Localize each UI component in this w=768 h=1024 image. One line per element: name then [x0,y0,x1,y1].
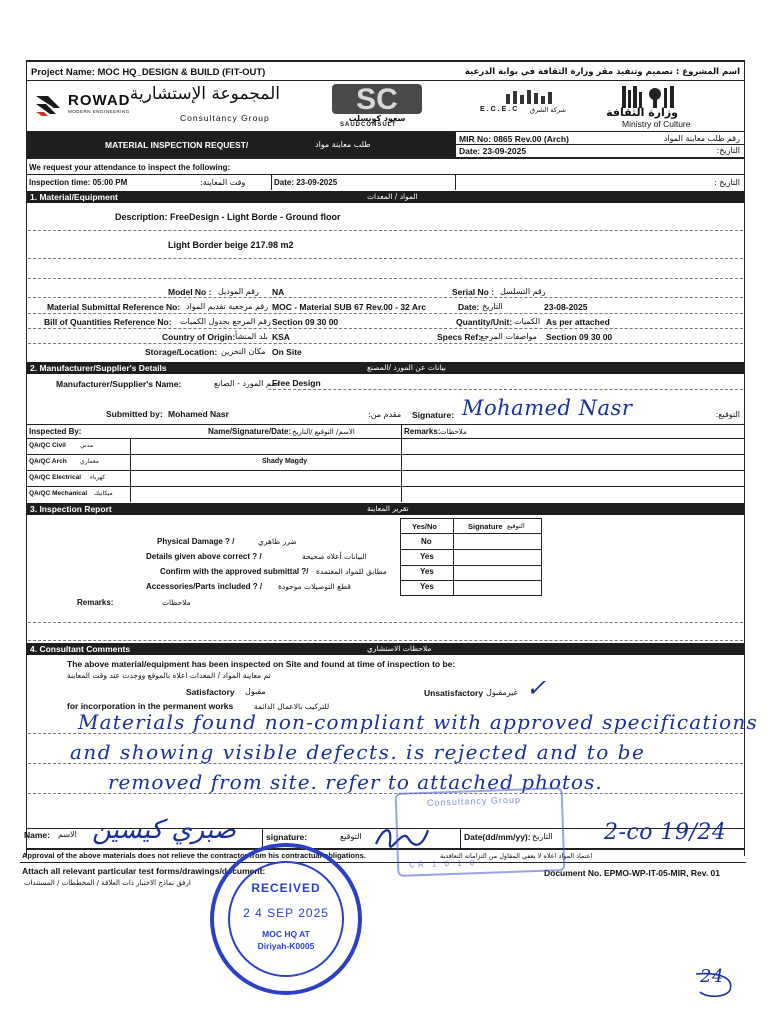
section4-header [27,643,744,655]
incorporation-text-ar: للتركيب بالاعمال الدائمة [254,702,330,711]
attach-documents-ar: ارفق نماذج الاختبار ذات العلاقة / المخططات / المستندات [24,879,191,887]
consultancy-stamp-code: CR 1 0 1 0 [408,858,478,870]
section1-title: 1. Material/Equipment [30,192,118,202]
submittal-label-ar: رقم مرجعية تقديم المواد [186,302,269,311]
page-number-scribble [690,970,740,1000]
submitted-by-ar: مقدم من: [368,410,402,419]
section4-title: 4. Consultant Comments [30,644,131,654]
submitted-by-value: Mohamed Nasr [168,409,229,419]
form-title-ar: طلب معاينة مواد [315,140,371,149]
specs-value: Section 09 30 00 [546,332,613,342]
manufacturer-label: Manufacturer/Supplier's Name: [56,379,182,389]
signature-ar: التوقيع: [715,410,740,419]
inspected-by-label: Inspected By: [29,427,82,436]
inspector-role-ar: مدني [80,442,94,449]
submittal-date-ar: التاريخ [482,302,503,311]
saudconsult-sc-mark: SC [356,84,398,114]
mir-number-ar: رقم طلب معاينة المواد [663,134,740,143]
inspection-time: Inspection time: 05:00 PM [29,178,128,187]
section4-title-ar: ملاحظات الاستشاري [367,644,432,653]
report-remarks-ar: ملاحظات [162,598,191,607]
saudconsult-ar-text: سعود كونسلت [348,114,406,123]
consultant-statement: The above material/equipment has been inspected on Site and found at time of inspection to be: [67,659,456,669]
inspector-role: QA/QC Mechanical [29,490,88,497]
inspected-remarks-label: Remarks: [404,427,441,436]
ecec-ar-text: شركة الشرق [530,106,566,114]
signature-header: Signature [468,522,503,531]
ecec-text: E.C.E.C [480,106,520,113]
report-question: Details given above correct ? / [146,552,262,561]
section2-title-ar: بيانات عن المورد /المصنع [367,363,446,372]
rowad-logo [34,88,144,122]
section3-title-ar: تقرير المعاينة [367,504,409,513]
page-number-handwritten: 24 [700,966,724,987]
project-name: Project Name: MOC HQ_DESIGN & BUILD (FIT-OUT) [31,67,266,78]
model-label-ar: رقم الموديل [218,287,259,296]
consultant-name-ar: الاسم [58,830,77,839]
report-answer: Yes [420,567,434,576]
inspection-date: Date: 23-09-2025 [274,178,338,187]
model-label: Model No : [168,287,212,297]
report-question: Accessories/Parts included ? / [146,582,263,591]
boq-value: Section 09 30 00 [272,317,339,327]
consultant-comment-line-2: and showing visible defects. is rejected and to be [70,740,646,764]
quantity-label-ar: الكميات [514,317,541,326]
consultant-date-ar: التاريخ [532,832,553,841]
submittal-date-value: 23-08-2025 [544,302,588,312]
received-stamp-title: RECEIVED [251,881,321,895]
consultancy-group-logo [129,84,280,126]
specs-label: Specs Ref: [437,332,481,342]
saudconsult-logo [322,84,432,128]
received-stamp-date: 2 4 SEP 2025 [243,906,329,920]
storage-label-ar: مكان التخزين [221,347,266,356]
section1-title-ar: المواد / المعدات [367,192,418,201]
consultant-signature-label: signature: [266,832,308,842]
report-answer: Yes [420,582,434,591]
title-bar [27,132,455,157]
consultant-name-label: Name: [24,830,50,840]
moc-ar-text: وزارة الثقافة [606,106,678,119]
supplier-signature: Mohamed Nasr [462,396,633,420]
report-question-ar: البيانات أعلاه صحيحة [302,552,367,561]
incorporation-text: for incorporation in the permanent works [67,701,234,711]
report-question-ar: مطابق للمواد المعتمدة [316,567,387,576]
document-number: Document No. EPMO-WP-IT-05-MIR, Rev. 01 [544,868,721,878]
report-answer: No [421,537,432,546]
serial-label: Serial No : [452,287,495,297]
name-signature-date-label: Name/Signature/Date: [208,427,292,436]
inspector-role-ar: ميكانيك [94,490,113,497]
consultancy-stamp-name: Consultancy Group [426,794,522,808]
section3-header [27,503,744,515]
ecec-logo [474,88,584,122]
inspector-name: Shady Magdy [262,458,308,465]
yes-no-header: Yes/No [412,522,438,531]
unsatisfactory-check: ✓ [526,674,547,702]
inspection-date-ar: التاريخ : [713,178,740,187]
moc-text: Ministry of Culture [622,119,691,129]
report-question-ar: قطع التوصيلات موجودة [278,582,351,591]
name-signature-date-ar: الاسم/ التوقيع /التاريخ [292,428,355,436]
storage-value: On Site [272,347,302,357]
ministry-of-culture-logo [606,86,722,129]
report-question: Confirm with the approved submittal ?/ [160,567,309,576]
serial-label-ar: رقم التسلسل [500,287,546,296]
boq-label-ar: رقم المرجع بجدول الكميات [180,317,271,326]
satisfactory-label-ar: مقبول [245,687,266,696]
report-question: Physical Damage ? / [157,537,235,546]
form-date-ar: التاريخ: [716,146,740,155]
mir-number: MIR No: 0865 Rev.00 (Arch) [459,134,569,144]
project-name-ar: اسم المشروع : تصميم وتنفيذ مقر وزارة الثقافة في بوابة الدرعية [464,67,740,77]
report-remarks-label: Remarks: [77,598,114,607]
signature-label: Signature: [412,410,455,420]
consultant-date-handwritten: 2-co 19/24 [604,820,727,845]
consultancy-ar-text: المجموعة الإستشارية [129,84,280,104]
satisfactory-label: Satisfactory [186,687,235,697]
specs-label-ar: مواصفات المرجع [480,332,537,341]
form-date: Date: 23-09-2025 [459,146,527,156]
consultant-comment-line-1: Materials found non-compliant with approved specifications [78,710,758,734]
section2-header [27,362,744,374]
approval-disclaimer-ar: اعتماد المواد اعلاه لا يعفي المقاول من التزاماته التعاقدية [440,852,593,860]
inspector-role-ar: كهرباء [90,474,106,481]
received-stamp-place: MOC HQ AT [262,929,310,939]
manufacturer-value: Free Design [272,378,321,388]
inspected-remarks-ar: ملاحظات [440,428,467,436]
submitted-by-label: Submitted by: [106,409,163,419]
signature-header-ar: التوقيع [507,522,525,530]
inspector-role: QA/QC Electrical [29,474,82,481]
manufacturer-label-ar: اسم المورد - الصانع [214,379,281,388]
inspector-role-ar: معماري [80,458,99,465]
storage-label: Storage/Location: [145,347,218,357]
consultancy-text: Consultancy Group [180,113,270,123]
rowad-text: ROWAD [68,92,131,109]
section1-header [27,191,744,203]
section2-title: 2. Manufacturer/Supplier's Details [30,363,167,373]
saudconsult-text: SAUDCONSULT [340,122,397,128]
report-question-ar: ضرر ظاهري [258,537,297,546]
inspection-time-ar: وقت المعاينة: [200,178,246,187]
quantity-value: As per attached [546,317,610,327]
unsatisfactory-label: Unsatisfactory [424,688,484,698]
consultancy-stamp [395,787,566,877]
material-description: Description: FreeDesign - Light Borde - Ground floor [115,212,341,222]
consultant-comment-line-3: removed from site. refer to attached photos. [108,770,603,794]
attach-documents: Attach all relevant particular test forms/drawings/document: [22,866,266,876]
origin-label-ar: بلد المنشأ [235,332,268,341]
section3-title: 3. Inspection Report [30,504,112,514]
submittal-value: MOC - Material SUB 67 Rev.00 - 32 Arc [272,302,427,312]
request-intro: We request your attendance to inspect the following: [29,163,231,172]
origin-value: KSA [272,332,290,342]
received-stamp-code: Diriyah-K0005 [257,941,315,951]
received-stamp [210,843,362,995]
rowad-subtext: MODERN ENGINEERING [68,109,130,114]
consultant-statement-ar: تم معاينة المواد / المعدات اعلاه بالموقع ووجدت عند وقت المعاينة [67,671,271,680]
consultant-name-handwritten: صبري كيسين [92,815,236,845]
inspector-role: QA/QC Arch [29,458,67,465]
approval-disclaimer: Approval of the above materials does not relieve the contractor from his contractual obligations. [22,851,366,860]
unsatisfactory-label-ar: غيرمقبول [486,688,518,697]
consultant-date-label: Date(dd/mm/yy): [464,832,531,842]
form-title: MATERIAL INSPECTION REQUEST/ [105,140,249,150]
consultant-signature-ar: التوقيع [340,832,362,841]
material-quantity-line: Light Border beige 217.98 m2 [168,240,294,250]
boq-label: Bill of Quantities Reference No: [44,317,172,327]
submittal-date-label: Date: [458,302,480,312]
report-answer: Yes [420,552,434,561]
inspector-role: QA/QC Civil [29,442,66,449]
model-value: NA [272,287,285,297]
origin-label: Country of Origin: [162,332,236,342]
quantity-label: Quantity/Unit: [456,317,513,327]
submittal-label: Material Submittal Reference No: [47,302,181,312]
